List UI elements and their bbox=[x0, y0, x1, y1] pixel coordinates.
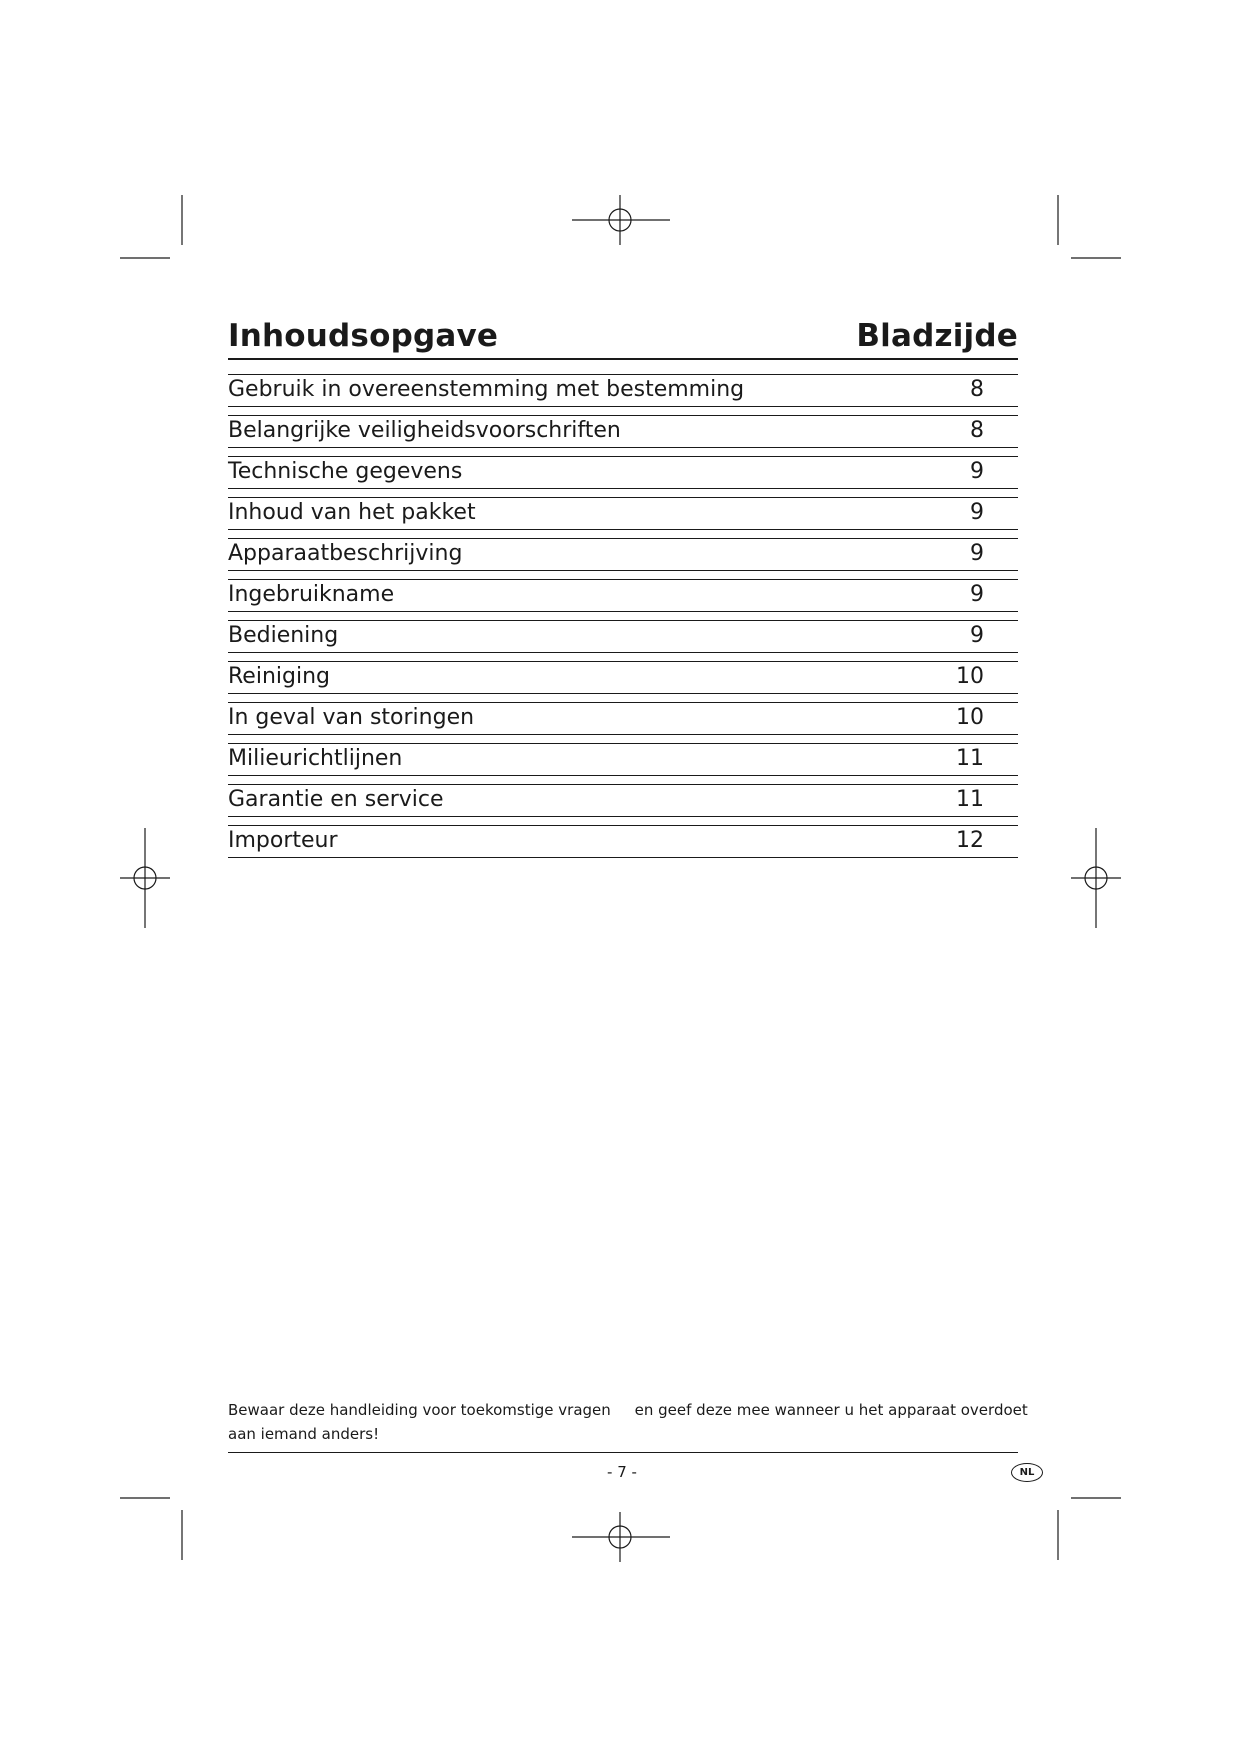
toc-entry-label: Belangrijke veiligheidsvoorschriften bbox=[228, 418, 621, 443]
toc-entry-label: In geval van storingen bbox=[228, 705, 475, 730]
toc-entry[interactable] bbox=[228, 374, 1018, 407]
footer-divider bbox=[228, 1452, 1018, 1453]
toc-entry-label: Apparaatbeschrijving bbox=[228, 541, 463, 566]
toc-entry[interactable] bbox=[228, 620, 1018, 653]
footer-note bbox=[228, 1398, 1028, 1446]
toc-entry[interactable] bbox=[228, 825, 1018, 858]
toc-entry-page: 10 bbox=[956, 705, 984, 730]
toc-entry[interactable] bbox=[228, 702, 1018, 735]
toc-entry-label: Inhoud van het pakket bbox=[228, 500, 476, 525]
toc-entry-label: Ingebruikname bbox=[228, 582, 395, 607]
toc-entry-page: 8 bbox=[970, 377, 984, 402]
toc-entry-label: Importeur bbox=[228, 828, 338, 853]
toc-entry[interactable] bbox=[228, 743, 1018, 776]
toc-entry-label: Reiniging bbox=[228, 664, 330, 689]
toc-entry[interactable] bbox=[228, 784, 1018, 817]
toc-entry-label: Technische gegevens bbox=[228, 459, 463, 484]
toc-entry[interactable] bbox=[228, 415, 1018, 448]
toc-entry[interactable] bbox=[228, 661, 1018, 694]
page-number: - 7 - bbox=[607, 1463, 637, 1481]
toc-entry[interactable] bbox=[228, 497, 1018, 530]
footer-note-line-1: Bewaar deze handleiding voor toekomstige vragen en geef deze mee wanneer u het apparaat overdoet bbox=[228, 1401, 1028, 1419]
toc-entry-page: 10 bbox=[956, 664, 984, 689]
toc-page-column-heading: Bladzijde bbox=[856, 318, 1018, 354]
toc-entry-label: Milieurichtlijnen bbox=[228, 746, 403, 771]
toc-entry-page: 12 bbox=[956, 828, 984, 853]
toc-entry-page: 8 bbox=[970, 418, 984, 443]
toc-entry-page: 9 bbox=[970, 541, 984, 566]
toc-entry-label: Bediening bbox=[228, 623, 339, 648]
toc-entry[interactable] bbox=[228, 579, 1018, 612]
toc-entry-page: 9 bbox=[970, 582, 984, 607]
toc-entry-page: 9 bbox=[970, 500, 984, 525]
toc-title: Inhoudsopgave bbox=[228, 318, 499, 354]
toc-entry-page: 9 bbox=[970, 459, 984, 484]
footer-note-line-2: aan iemand anders! bbox=[228, 1425, 380, 1443]
toc-entry-label: Garantie en service bbox=[228, 787, 444, 812]
toc-entry-label: Gebruik in overeenstemming met bestemming bbox=[228, 377, 745, 402]
toc-entry-page: 9 bbox=[970, 623, 984, 648]
toc-list bbox=[228, 374, 1018, 866]
language-badge: NL bbox=[1011, 1463, 1043, 1482]
toc-header bbox=[228, 318, 1018, 360]
toc-entry-page: 11 bbox=[956, 787, 984, 812]
toc-entry[interactable] bbox=[228, 456, 1018, 489]
toc-entry[interactable] bbox=[228, 538, 1018, 571]
toc-entry-page: 11 bbox=[956, 746, 984, 771]
